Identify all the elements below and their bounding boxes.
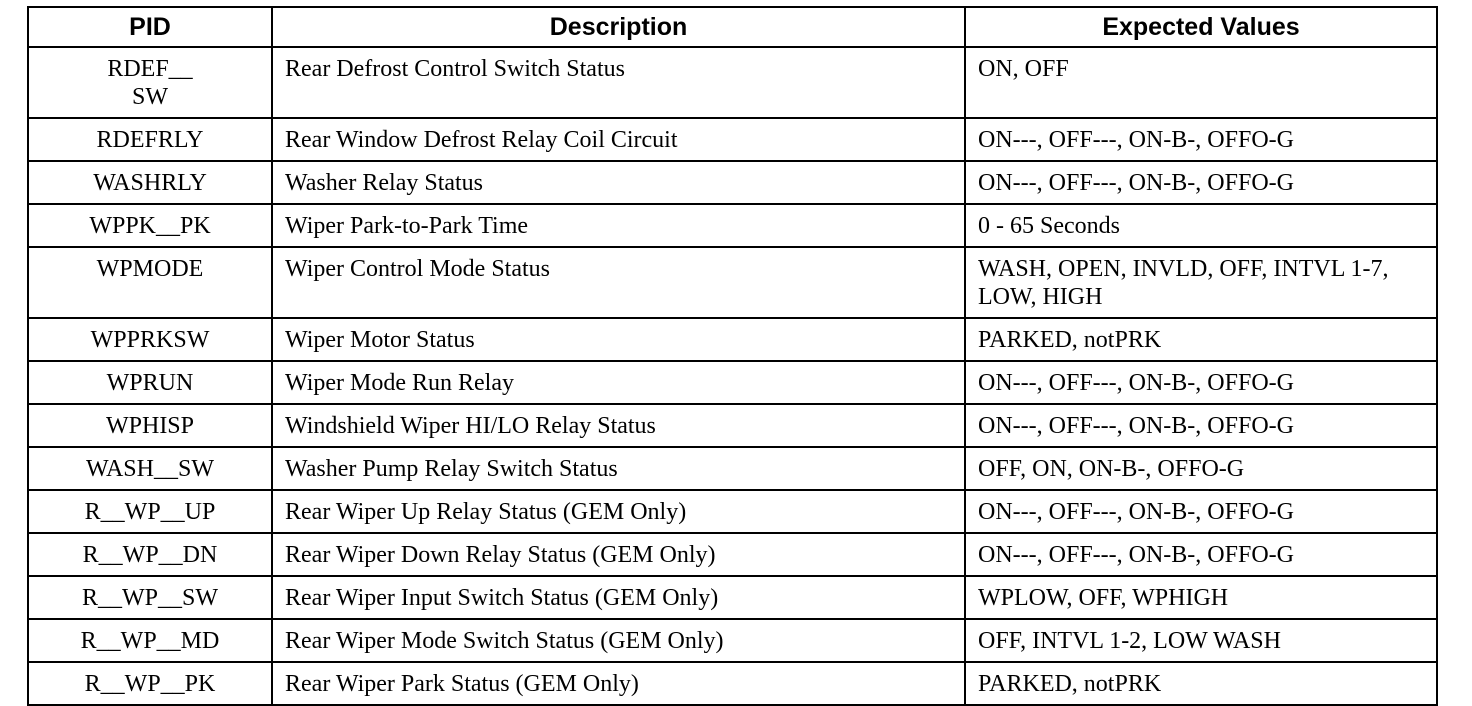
- table-row: [28, 533, 1437, 576]
- pid-cell: R__WP__UP: [28, 490, 272, 533]
- description-cell: Wiper Park-to-Park Time: [272, 204, 965, 247]
- description-cell: Washer Pump Relay Switch Status: [272, 447, 965, 490]
- table-row: [28, 318, 1437, 361]
- pid-cell: WASH__SW: [28, 447, 272, 490]
- description-cell: Wiper Motor Status: [272, 318, 965, 361]
- expected-values-cell: 0 - 65 Seconds: [965, 204, 1437, 247]
- expected-values-cell: PARKED, notPRK: [965, 662, 1437, 705]
- header-expected-values: Expected Values: [965, 7, 1437, 47]
- table-row: [28, 619, 1437, 662]
- pid-cell: WPPRKSW: [28, 318, 272, 361]
- expected-values-cell: ON---, OFF---, ON-B-, OFFO-G: [965, 118, 1437, 161]
- expected-values-cell: ON---, OFF---, ON-B-, OFFO-G: [965, 490, 1437, 533]
- description-cell: Wiper Control Mode Status: [272, 247, 965, 318]
- table-row: [28, 361, 1437, 404]
- expected-values-cell: ON, OFF: [965, 47, 1437, 118]
- expected-values-cell: WASH, OPEN, INVLD, OFF, INTVL 1-7, LOW, HIGH: [965, 247, 1437, 318]
- description-cell: Rear Wiper Up Relay Status (GEM Only): [272, 490, 965, 533]
- description-cell: Wiper Mode Run Relay: [272, 361, 965, 404]
- description-cell: Rear Wiper Mode Switch Status (GEM Only): [272, 619, 965, 662]
- table-row: [28, 447, 1437, 490]
- expected-values-cell: ON---, OFF---, ON-B-, OFFO-G: [965, 161, 1437, 204]
- header-description: Description: [272, 7, 965, 47]
- pid-cell: WASHRLY: [28, 161, 272, 204]
- pid-cell: R__WP__PK: [28, 662, 272, 705]
- pid-cell: [28, 47, 272, 118]
- pid-cell: R__WP__SW: [28, 576, 272, 619]
- description-cell: Windshield Wiper HI/LO Relay Status: [272, 404, 965, 447]
- table-row: [28, 47, 1437, 118]
- expected-values-cell: OFF, ON, ON-B-, OFFO-G: [965, 447, 1437, 490]
- table-row: [28, 662, 1437, 705]
- expected-values-cell: OFF, INTVL 1-2, LOW WASH: [965, 619, 1437, 662]
- table-row: [28, 204, 1437, 247]
- pid-cell: WPPK__PK: [28, 204, 272, 247]
- table-row: [28, 490, 1437, 533]
- table-row: [28, 161, 1437, 204]
- table-header-row: [28, 7, 1437, 47]
- table-row: [28, 118, 1437, 161]
- description-cell: Rear Wiper Park Status (GEM Only): [272, 662, 965, 705]
- pid-cell: WPRUN: [28, 361, 272, 404]
- table-row: [28, 404, 1437, 447]
- expected-values-cell: ON---, OFF---, ON-B-, OFFO-G: [965, 404, 1437, 447]
- header-pid: PID: [28, 7, 272, 47]
- description-cell: Rear Wiper Down Relay Status (GEM Only): [272, 533, 965, 576]
- table-row: [28, 247, 1437, 318]
- expected-values-cell: ON---, OFF---, ON-B-, OFFO-G: [965, 361, 1437, 404]
- expected-values-cell: PARKED, notPRK: [965, 318, 1437, 361]
- pid-cell: WPMODE: [28, 247, 272, 318]
- pid-cell: WPHISP: [28, 404, 272, 447]
- pid-text: RDEF__ SW: [107, 56, 193, 110]
- expected-values-cell: WPLOW, OFF, WPHIGH: [965, 576, 1437, 619]
- table-row: [28, 576, 1437, 619]
- description-cell: Rear Window Defrost Relay Coil Circuit: [272, 118, 965, 161]
- expected-values-cell: ON---, OFF---, ON-B-, OFFO-G: [965, 533, 1437, 576]
- pid-cell: R__WP__MD: [28, 619, 272, 662]
- pid-table: [27, 6, 1438, 706]
- description-cell: Rear Wiper Input Switch Status (GEM Only): [272, 576, 965, 619]
- description-cell: Rear Defrost Control Switch Status: [272, 47, 965, 118]
- pid-cell: RDEFRLY: [28, 118, 272, 161]
- pid-cell: R__WP__DN: [28, 533, 272, 576]
- description-cell: Washer Relay Status: [272, 161, 965, 204]
